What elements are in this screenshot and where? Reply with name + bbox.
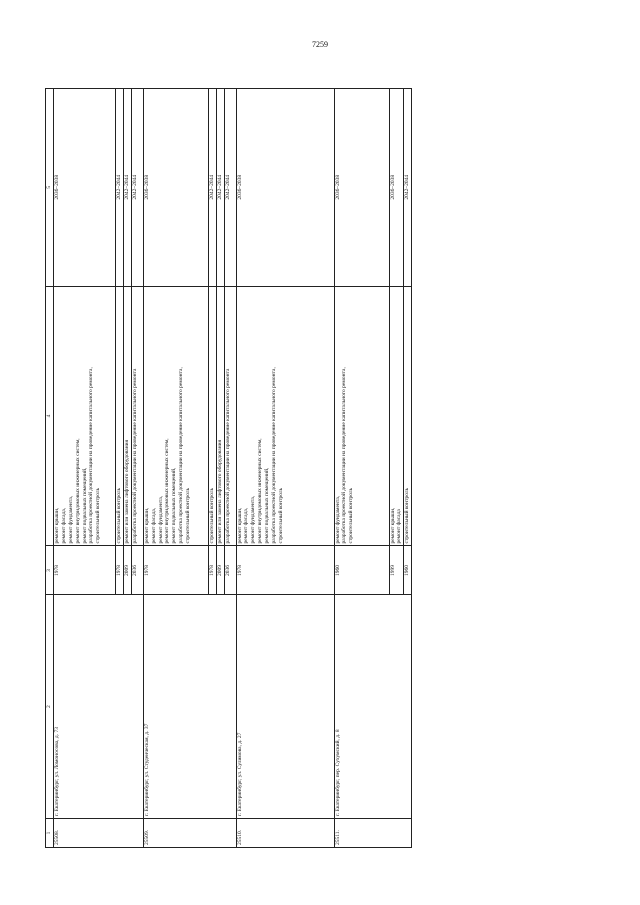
- entry-number: 25509.: [143, 818, 236, 847]
- year-cell: 2009: [216, 546, 224, 595]
- entry-number: 25508.: [53, 818, 143, 847]
- rotated-table-container: [45, 88, 595, 848]
- period-cell: 2042–2044: [404, 89, 412, 287]
- year-cell: 1978: [236, 546, 334, 595]
- entry-address: г. Екатеринбург, ул. Студенческая, д. 37: [143, 595, 236, 819]
- year-cell: 1960: [334, 546, 389, 595]
- year-cell: 2009: [123, 546, 131, 595]
- period-cell: 2042–2044: [208, 89, 216, 287]
- period-cell: 2036–2038: [53, 89, 115, 287]
- year-cell: 2036: [224, 546, 236, 595]
- entry-address: г. Екатеринбург, ул. Сулимова, д. 27: [236, 595, 334, 819]
- works-cell: разработка проектной документации на проведение капитального ремонта: [224, 286, 236, 546]
- year-cell: 2036: [131, 546, 143, 595]
- column-header-3: 3: [46, 546, 54, 595]
- works-cell: ремонт крыши, ремонт фасада, ремонт фундамента, ремонт внутридомовых инженерных систем, ремонт подвальных помещений, разработка проектной документации на проведение капитального ремонта, строительный контроль: [53, 286, 115, 546]
- year-cell: 1999: [389, 546, 404, 595]
- works-cell: разработка проектной документации на проведение капитального ремонта: [131, 286, 143, 546]
- period-cell: 2042–2044: [123, 89, 131, 287]
- year-cell: 1978: [208, 546, 216, 595]
- period-cell: 2042–2044: [131, 89, 143, 287]
- table-row: [143, 89, 208, 848]
- period-cell: 2036–2038: [389, 89, 404, 287]
- table-row: [334, 89, 389, 848]
- works-cell: ремонт фундамента, разработка проектной документации на проведение капитального ремонта, строительный контроль: [334, 286, 389, 546]
- entry-number: 25511.: [334, 818, 412, 847]
- period-cell: 2042–2044: [115, 89, 123, 287]
- entry-number: 25510.: [236, 818, 334, 847]
- year-cell: 1978: [143, 546, 208, 595]
- entry-address: г. Екатеринбург, ул. Ломоносова, д. 73: [53, 595, 143, 819]
- column-header-5: 5: [46, 89, 54, 287]
- works-cell: ремонт или замена лифтового оборудования: [123, 286, 131, 546]
- works-cell: ремонт крыши, ремонт фасада, ремонт фундамента, ремонт внутридомовых инженерных систем, ремонт подвальных помещений, разработка проектной документации на проведение капитального ремонта, строительный контроль: [143, 286, 208, 546]
- works-cell: ремонт или замена лифтового оборудования: [216, 286, 224, 546]
- column-header-1: 1: [46, 818, 54, 847]
- table-row: [53, 89, 115, 848]
- table-row: [236, 89, 334, 848]
- period-cell: 2036–2038: [143, 89, 208, 287]
- period-cell: 2042–2044: [216, 89, 224, 287]
- page-number: 7259: [312, 40, 328, 49]
- works-cell: строительный контроль: [404, 286, 412, 546]
- year-cell: 1960: [404, 546, 412, 595]
- column-header-2: 2: [46, 595, 54, 819]
- works-cell: строительный контроль: [115, 286, 123, 546]
- period-cell: 2036–2038: [334, 89, 389, 287]
- year-cell: 1978: [115, 546, 123, 595]
- works-cell: строительный контроль: [208, 286, 216, 546]
- period-cell: 2042–2044: [224, 89, 236, 287]
- period-cell: 2036–2038: [236, 89, 334, 287]
- repair-schedule-table: [45, 88, 412, 848]
- column-header-4: 4: [46, 286, 54, 546]
- table-body: [53, 89, 411, 848]
- works-cell: ремонт крыши, ремонт фасада: [389, 286, 404, 546]
- entry-address: г. Екатеринбург, пер. Сухумский, д. 8: [334, 595, 412, 819]
- column-header-row: [46, 89, 54, 848]
- works-cell: ремонт крыши, ремонт фасада, ремонт фундамента, ремонт внутридомовых инженерных систем, ремонт подвальных помещений, разработка проектной документации на проведение капитального ремонта, строительный контроль: [236, 286, 334, 546]
- year-cell: 1978: [53, 546, 115, 595]
